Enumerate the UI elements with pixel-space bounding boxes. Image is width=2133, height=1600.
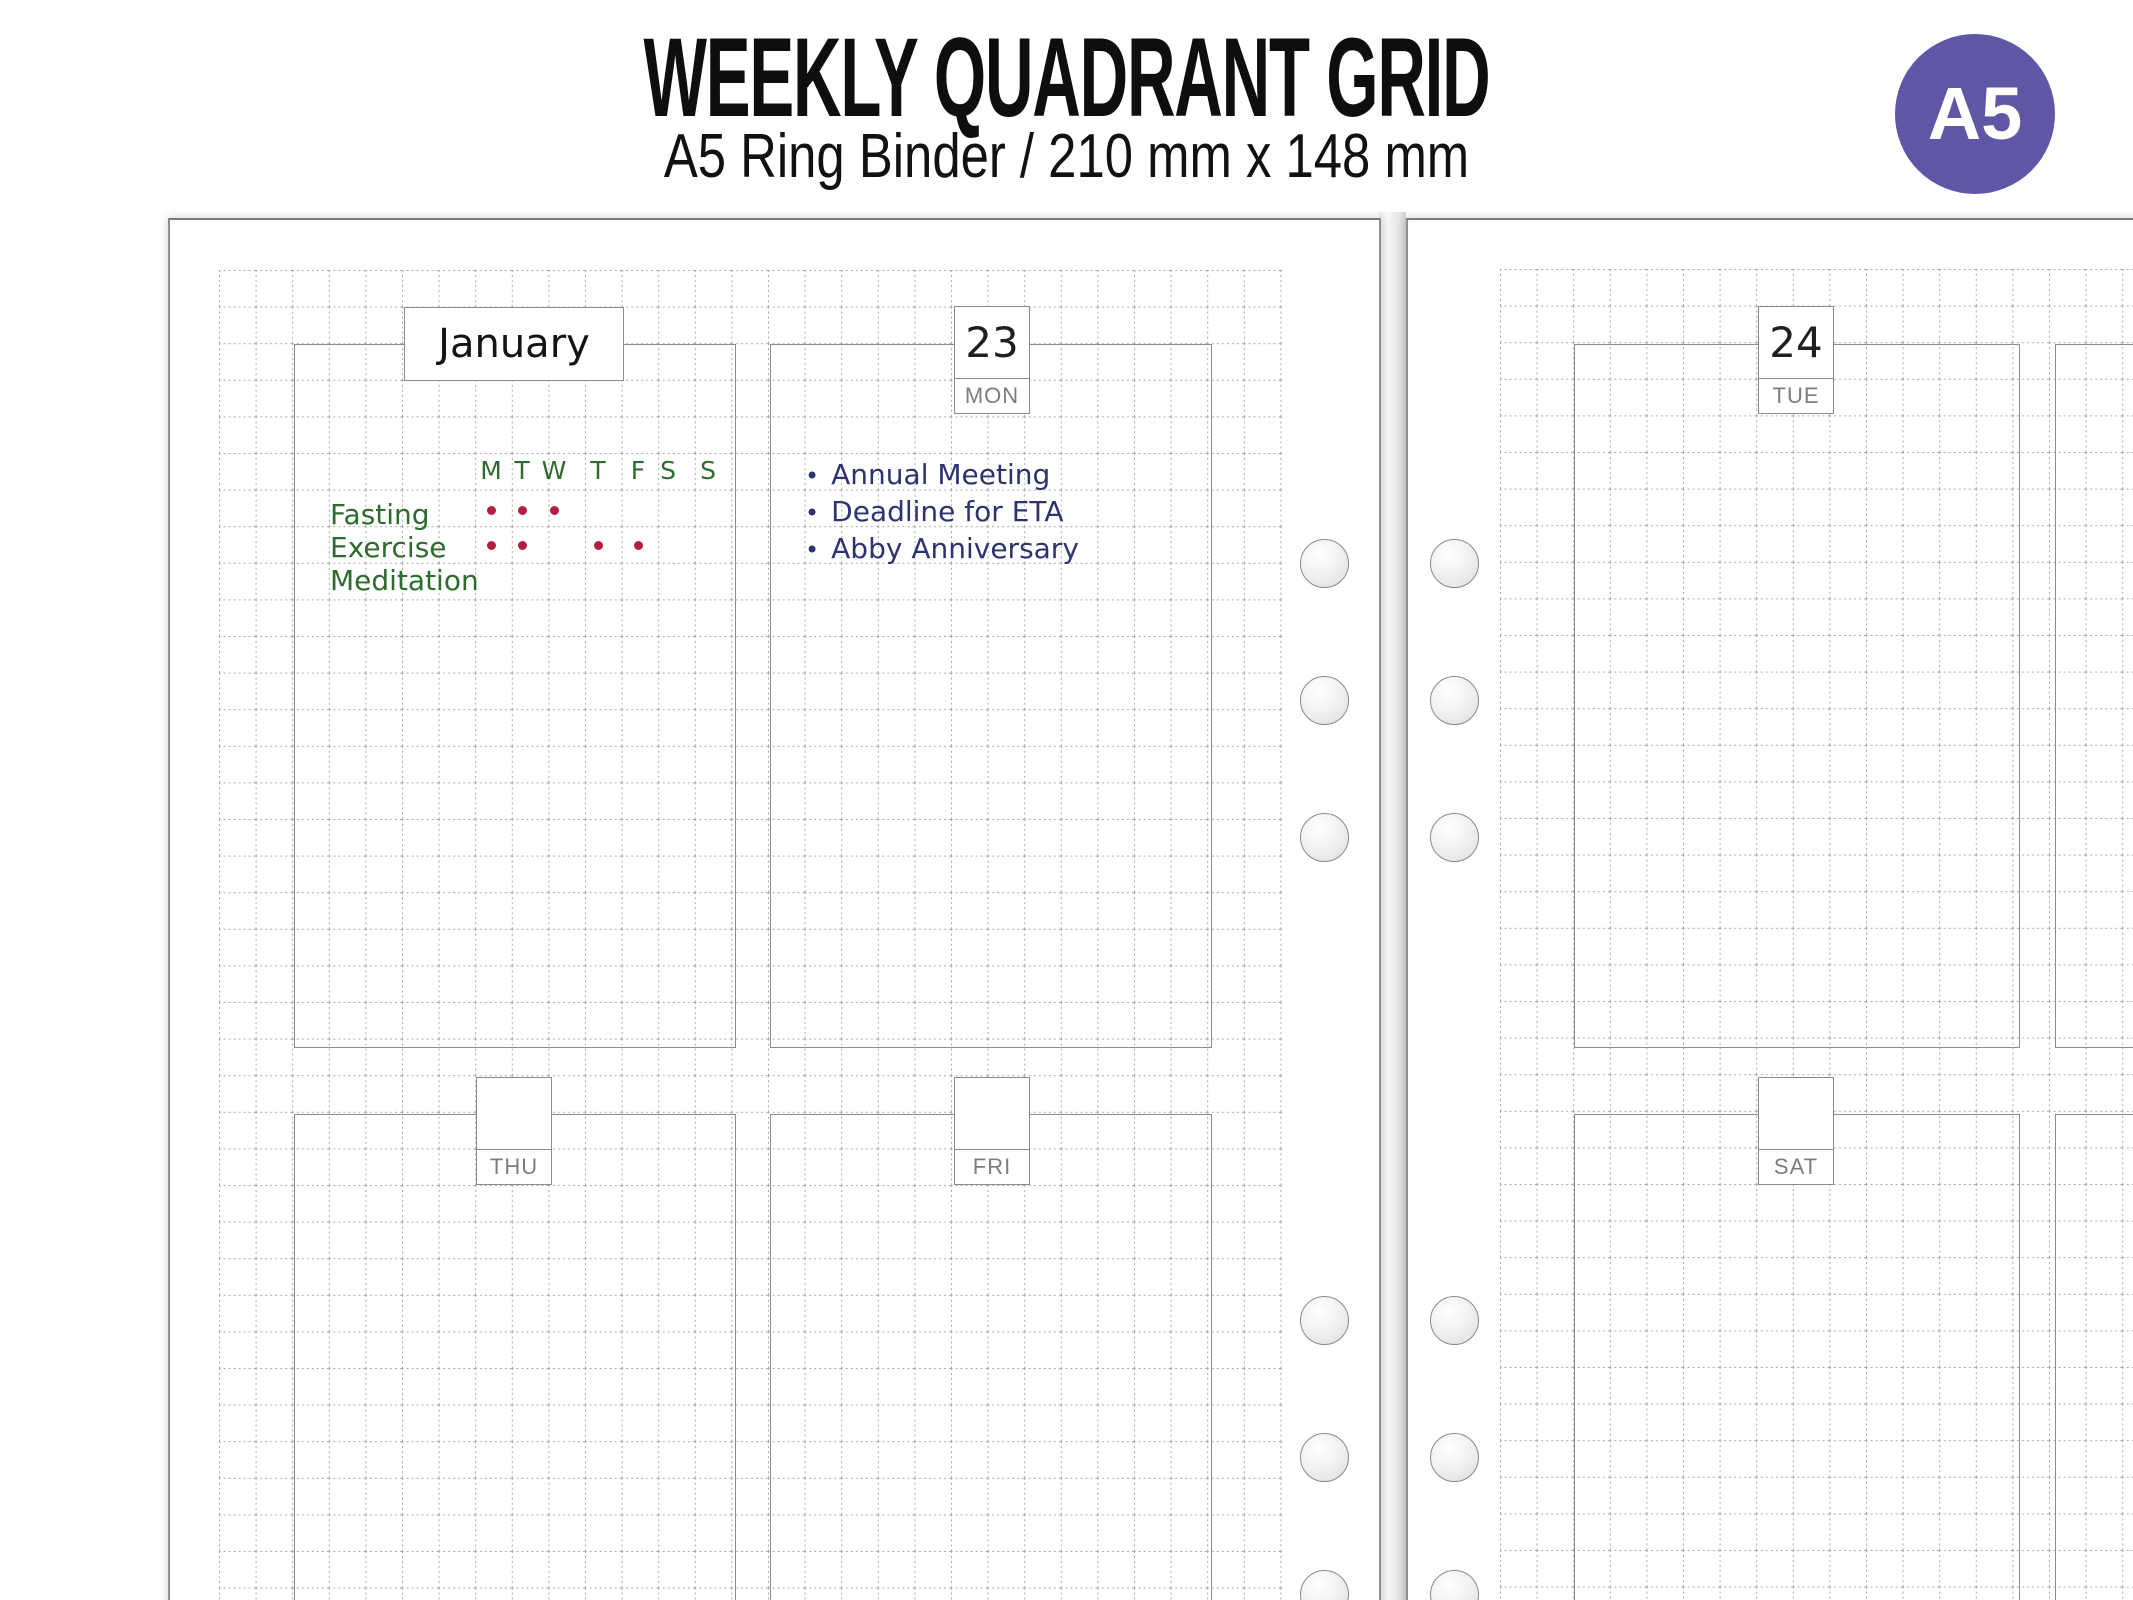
ring-hole (1430, 1296, 1479, 1345)
binder-spine (1379, 212, 1406, 1600)
note-text: Annual Meeting (831, 458, 1051, 491)
ring-hole (1300, 813, 1349, 862)
habit-row-label: Fasting (330, 498, 430, 531)
habit-dot (550, 506, 559, 515)
day-letter: T (590, 456, 606, 485)
date-number: 23 (965, 318, 1019, 367)
habit-dot (518, 506, 527, 515)
bullet-icon: • (805, 536, 820, 564)
bullet-icon: • (805, 462, 820, 490)
size-badge: A5 (1895, 34, 2055, 194)
day-letter: S (660, 456, 676, 485)
note-text: Abby Anniversary (831, 532, 1079, 565)
day-letter: S (700, 456, 716, 485)
ring-hole (1300, 1296, 1349, 1345)
habit-dot (634, 541, 643, 550)
habit-tracker (170, 220, 1379, 1600)
ring-hole (1430, 539, 1479, 588)
day-letter: T (514, 456, 530, 485)
weekday-label: MON (955, 378, 1029, 413)
ring-hole (1300, 539, 1349, 588)
weekday-label: TUE (1759, 378, 1833, 413)
weekday-label: THU (477, 1149, 551, 1184)
ring-hole (1430, 676, 1479, 725)
habit-dot (487, 506, 496, 515)
day-letter: F (630, 456, 646, 485)
quadrant-top-right (2055, 344, 2133, 1048)
ring-hole (1430, 813, 1479, 862)
page-title: WEEKLY QUADRANT GRID (643, 15, 1490, 140)
ring-hole (1430, 1570, 1479, 1600)
day-letter: W (541, 456, 567, 485)
habit-row-label: Meditation (330, 564, 479, 597)
right-page (1406, 218, 2133, 1600)
ring-hole (1430, 1433, 1479, 1482)
date-box-sat (1758, 1077, 1834, 1185)
habit-row-label: Exercise (330, 531, 447, 564)
month-box: January (404, 307, 624, 381)
weekday-label: SAT (1759, 1149, 1833, 1184)
quadrant-top-left (1574, 344, 2020, 1048)
ring-hole (1300, 676, 1349, 725)
bullet-icon: • (805, 499, 820, 527)
quadrant-bottom-right (2055, 1114, 2133, 1600)
habit-dot (518, 541, 527, 550)
page-subtitle: A5 Ring Binder / 210 mm x 148 mm (663, 122, 1470, 191)
date-number-empty (1759, 1078, 1833, 1149)
weekday-label: FRI (955, 1149, 1029, 1184)
note-text: Deadline for ETA (831, 495, 1064, 528)
day-letter: M (480, 456, 502, 485)
ring-hole (1300, 1433, 1349, 1482)
date-number: 24 (1769, 318, 1823, 367)
date-box-tue (1758, 306, 1834, 414)
quadrant-bottom-left (1574, 1114, 2020, 1600)
habit-dot (594, 541, 603, 550)
left-page (168, 218, 1381, 1600)
habit-dot (487, 541, 496, 550)
